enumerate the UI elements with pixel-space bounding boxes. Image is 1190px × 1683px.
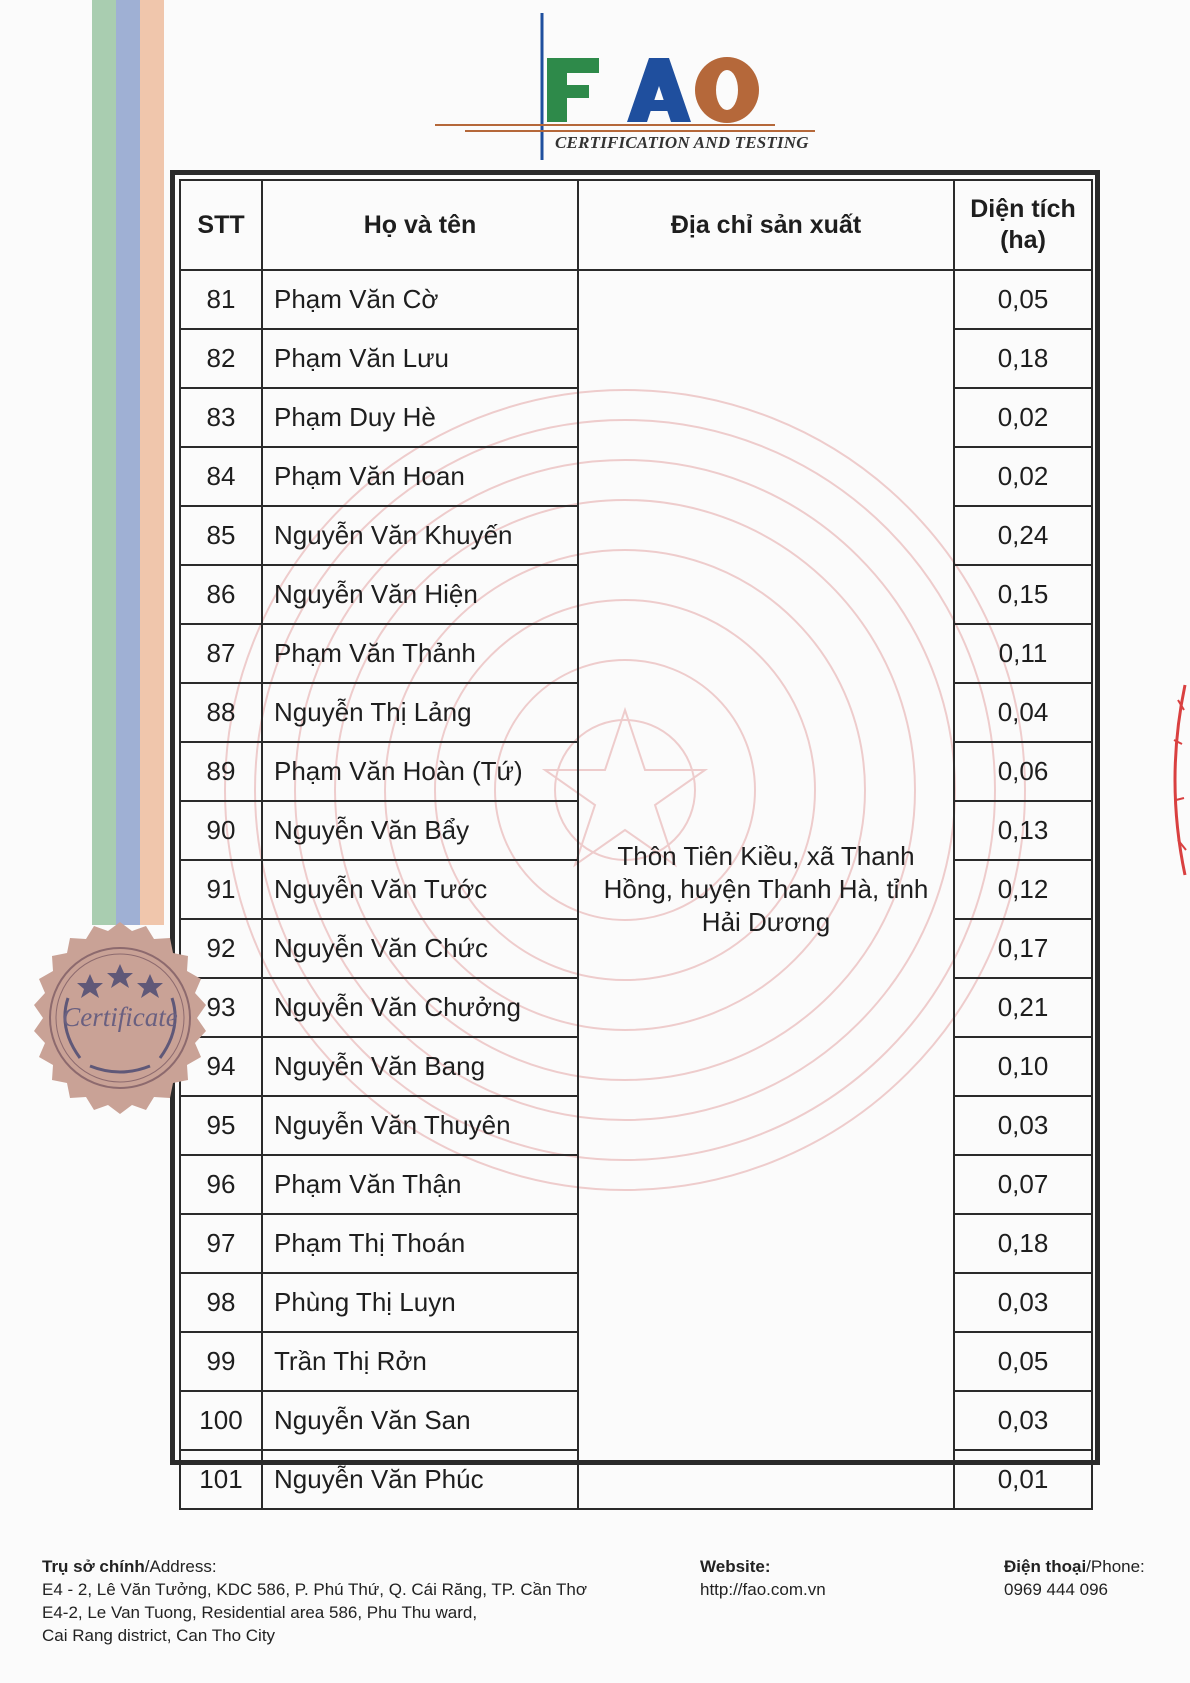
red-stamp-edge [1160, 680, 1190, 880]
row-stt: 101 [180, 1450, 262, 1509]
row-area: 0,10 [954, 1037, 1092, 1096]
row-name: Nguyễn Văn Bẩy [262, 801, 578, 860]
row-stt: 96 [180, 1155, 262, 1214]
row-name: Phạm Văn Thảnh [262, 624, 578, 683]
row-area: 0,13 [954, 801, 1092, 860]
phone-label: Điện thoại [1004, 1557, 1087, 1576]
row-name: Phùng Thị Luyn [262, 1273, 578, 1332]
header-address: Địa chỉ sản xuất [578, 180, 954, 270]
row-stt: 88 [180, 683, 262, 742]
row-stt: 84 [180, 447, 262, 506]
logo-subtitle: CERTIFICATION AND TESTING [555, 133, 809, 152]
row-stt: 83 [180, 388, 262, 447]
row-area: 0,01 [954, 1450, 1092, 1509]
household-table [179, 179, 1093, 1510]
row-stt: 81 [180, 270, 262, 329]
row-name: Nguyễn Văn Chưởng [262, 978, 578, 1037]
row-area: 0,18 [954, 329, 1092, 388]
row-area: 0,12 [954, 860, 1092, 919]
row-name: Nguyễn Văn San [262, 1391, 578, 1450]
phone-label-en: /Phone: [1086, 1557, 1145, 1576]
row-stt: 85 [180, 506, 262, 565]
row-area: 0,06 [954, 742, 1092, 801]
production-address: Thôn Tiên Kiều, xã Thanh Hồng, huyện Thanh Hà, tỉnh Hải Dương [578, 270, 954, 1509]
row-stt: 95 [180, 1096, 262, 1155]
row-stt: 90 [180, 801, 262, 860]
row-area: 0,11 [954, 624, 1092, 683]
header-area-line1: Diện tích [970, 195, 1076, 223]
row-stt: 98 [180, 1273, 262, 1332]
decorative-stripe-peach [140, 0, 164, 925]
row-name: Phạm Văn Thận [262, 1155, 578, 1214]
address-vi: E4 - 2, Lê Văn Tưởng, KDC 586, P. Phú Thứ, Q. Cái Răng, TP. Cần Thơ [42, 1580, 587, 1599]
row-name: Phạm Văn Hoan [262, 447, 578, 506]
row-stt: 82 [180, 329, 262, 388]
phone-number: 0969 444 096 [1004, 1580, 1108, 1599]
header-area [954, 180, 1092, 270]
row-name: Nguyễn Văn Tước [262, 860, 578, 919]
decorative-stripe-green [92, 0, 116, 925]
row-area: 0,21 [954, 978, 1092, 1037]
footer-address [42, 1555, 587, 1647]
row-stt: 99 [180, 1332, 262, 1391]
website-label: Website: [700, 1557, 771, 1576]
row-area: 0,03 [954, 1096, 1092, 1155]
footer-phone [1004, 1555, 1145, 1601]
row-name: Nguyễn Văn Hiện [262, 565, 578, 624]
header-name: Họ và tên [262, 180, 578, 270]
row-name: Phạm Văn Lưu [262, 329, 578, 388]
row-stt: 87 [180, 624, 262, 683]
header-stt: STT [180, 180, 262, 270]
footer-website [700, 1555, 826, 1601]
row-stt: 97 [180, 1214, 262, 1273]
header-area-line2: (ha) [1000, 226, 1046, 254]
row-area: 0,03 [954, 1391, 1092, 1450]
row-name: Nguyễn Thị Lảng [262, 683, 578, 742]
row-area: 0,02 [954, 388, 1092, 447]
badge-text: Certificate [62, 1002, 178, 1032]
row-name: Trần Thị Rởn [262, 1332, 578, 1391]
row-name: Phạm Văn Cờ [262, 270, 578, 329]
row-area: 0,18 [954, 1214, 1092, 1273]
row-stt: 93 [180, 978, 262, 1037]
row-area: 0,04 [954, 683, 1092, 742]
address-label: Trụ sở chính [42, 1557, 145, 1576]
address-en-2: Cai Rang district, Can Tho City [42, 1626, 276, 1645]
website-link[interactable]: http://fao.com.vn [700, 1580, 826, 1599]
row-name: Nguyễn Văn Chức [262, 919, 578, 978]
row-stt: 91 [180, 860, 262, 919]
row-name: Phạm Duy Hè [262, 388, 578, 447]
table-header-row [180, 180, 1092, 270]
address-en-1: E4-2, Le Van Tuong, Residential area 586, Phu Thu ward, [42, 1603, 478, 1622]
row-name: Nguyễn Văn Bang [262, 1037, 578, 1096]
row-area: 0,17 [954, 919, 1092, 978]
certificate-badge [22, 920, 218, 1116]
row-area: 0,24 [954, 506, 1092, 565]
row-stt: 100 [180, 1391, 262, 1450]
address-label-en: /Address: [144, 1557, 217, 1576]
row-name: Nguyễn Văn Khuyến [262, 506, 578, 565]
row-stt: 92 [180, 919, 262, 978]
row-area: 0,05 [954, 1332, 1092, 1391]
row-area: 0,03 [954, 1273, 1092, 1332]
row-name: Phạm Thị Thoán [262, 1214, 578, 1273]
row-name: Phạm Văn Hoàn (Tứ) [262, 742, 578, 801]
decorative-stripe-blue [116, 0, 140, 925]
row-area: 0,05 [954, 270, 1092, 329]
row-stt: 94 [180, 1037, 262, 1096]
row-stt: 86 [180, 565, 262, 624]
row-area: 0,07 [954, 1155, 1092, 1214]
row-area: 0,02 [954, 447, 1092, 506]
row-stt: 89 [180, 742, 262, 801]
row-name: Nguyễn Văn Phúc [262, 1450, 578, 1509]
row-area: 0,15 [954, 565, 1092, 624]
row-name: Nguyễn Văn Thuyên [262, 1096, 578, 1155]
table-row [180, 270, 1092, 329]
